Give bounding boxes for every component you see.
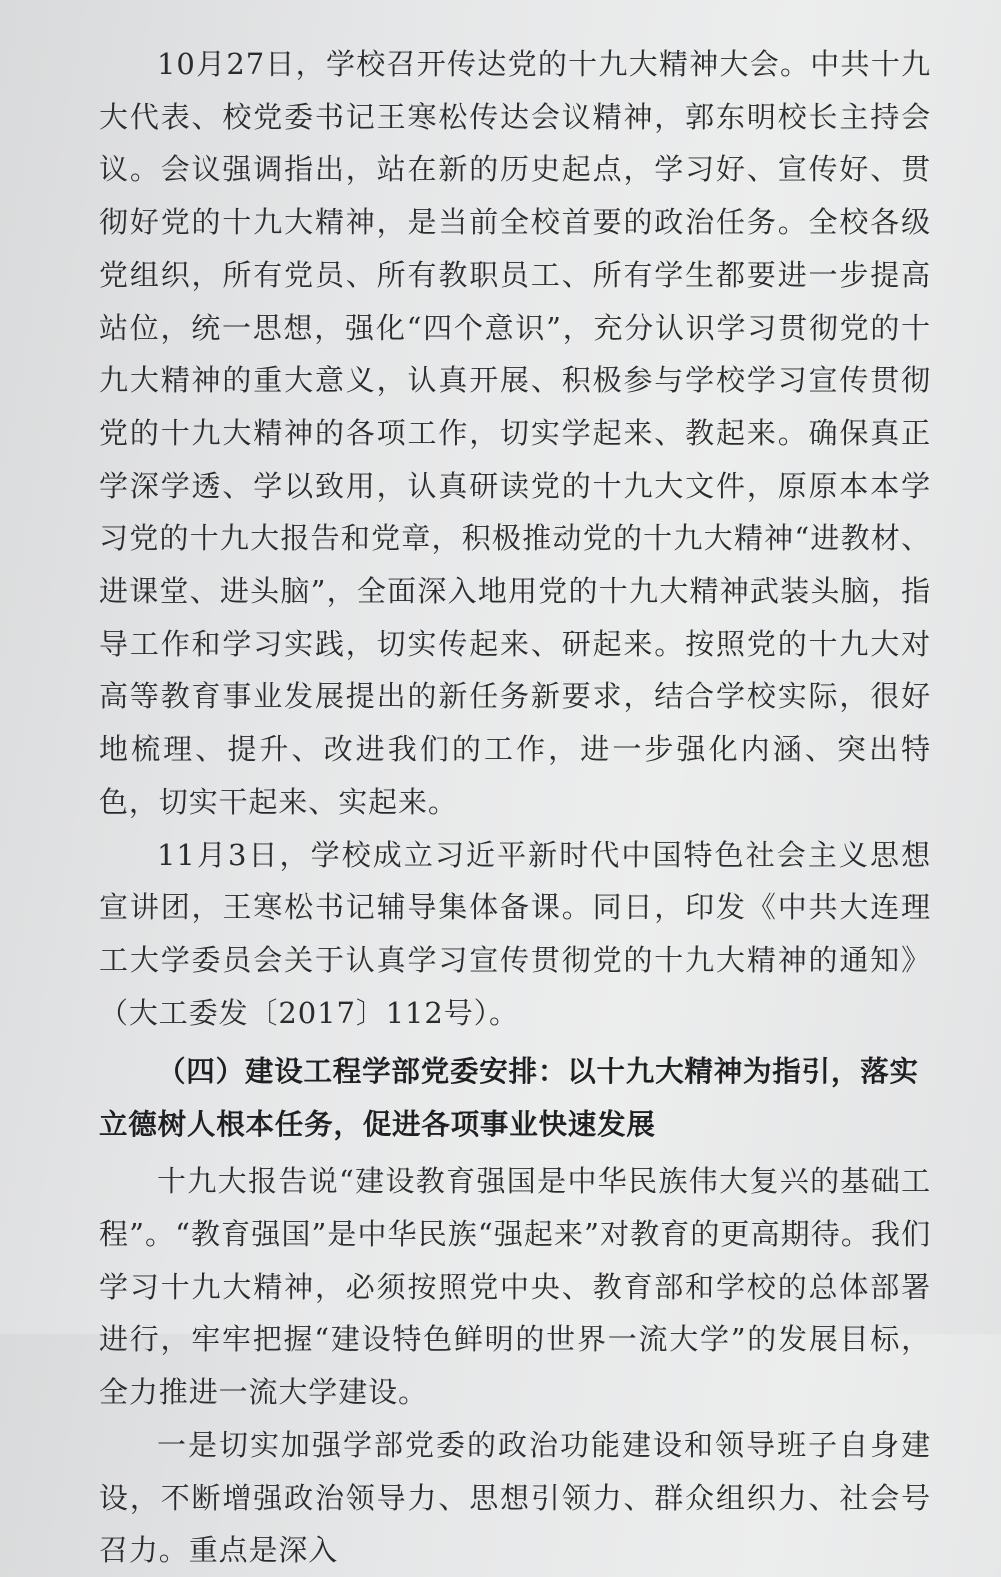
paragraph-education-power: 十九大报告说“建设教育强国是中华民族伟大复兴的基础工程”。“教育强国”是中华民族“强起来”对教育的更高期待。我们学习十九大精神，必须按照党中央、教育部和学校的总体部署进行，牢牢把握“建设特色鲜明的世界一流大学”的发展目标，全力推进一流大学建设。 bbox=[99, 1164, 931, 1410]
section-heading: （四）建设工程学部党委安排：以十九大精神为指引，落实立德树人根本任务，促进各项事业快速发展 bbox=[99, 1055, 919, 1142]
paragraph-nov-3-lecture-group: 11月3日，学校成立习近平新时代中国特色社会主义思想宣讲团，王寒松书记辅导集体备课。同日，印发《中共大连理工大学委员会关于认真学习宣传贯彻党的十九大精神的通知》（大工委发〔2017〕112号）。 bbox=[99, 837, 931, 1030]
paragraph-point-one: 一是切实加强学部党委的政治功能建设和领导班子自身建设，不断增强政治领导力、思想引领力、群众组织力、社会号召力。重点是深入 bbox=[99, 1427, 931, 1568]
paragraph-oct-27-meeting: 10月27日，学校召开传达党的十九大精神大会。中共十九大代表、校党委书记王寒松传达会议精神，郭东明校长主持会议。会议强调指出，站在新的历史起点，学习好、宣传好、贯彻好党的十九大精神，是当前全校首要的政治任务。全校各级党组织，所有党员、所有教职员工、所有学生都要进一步提高站位，统一思想，强化“四个意识”，充分认识学习贯彻党的十九大精神的重大意义，认真开展、积极参与学校学习宣传贯彻党的十九大精神的各项工作，切实学起来、教起来。确保真正学深学透、学以致用，认真研读党的十九大文件，原原本本学习党的十九大报告和党章，积极推动党的十九大精神“进教材、进课堂、进头脑”，全面深入地用党的十九大精神武装头脑，指导工作和学习实践，切实传起来、研起来。按照党的十九大对高等教育事业发展提出的新任务新要求，结合学校实际，很好地梳理、提升、改进我们的工作，进一步强化内涵、突出特色，切实干起来、实起来。 bbox=[99, 47, 931, 819]
